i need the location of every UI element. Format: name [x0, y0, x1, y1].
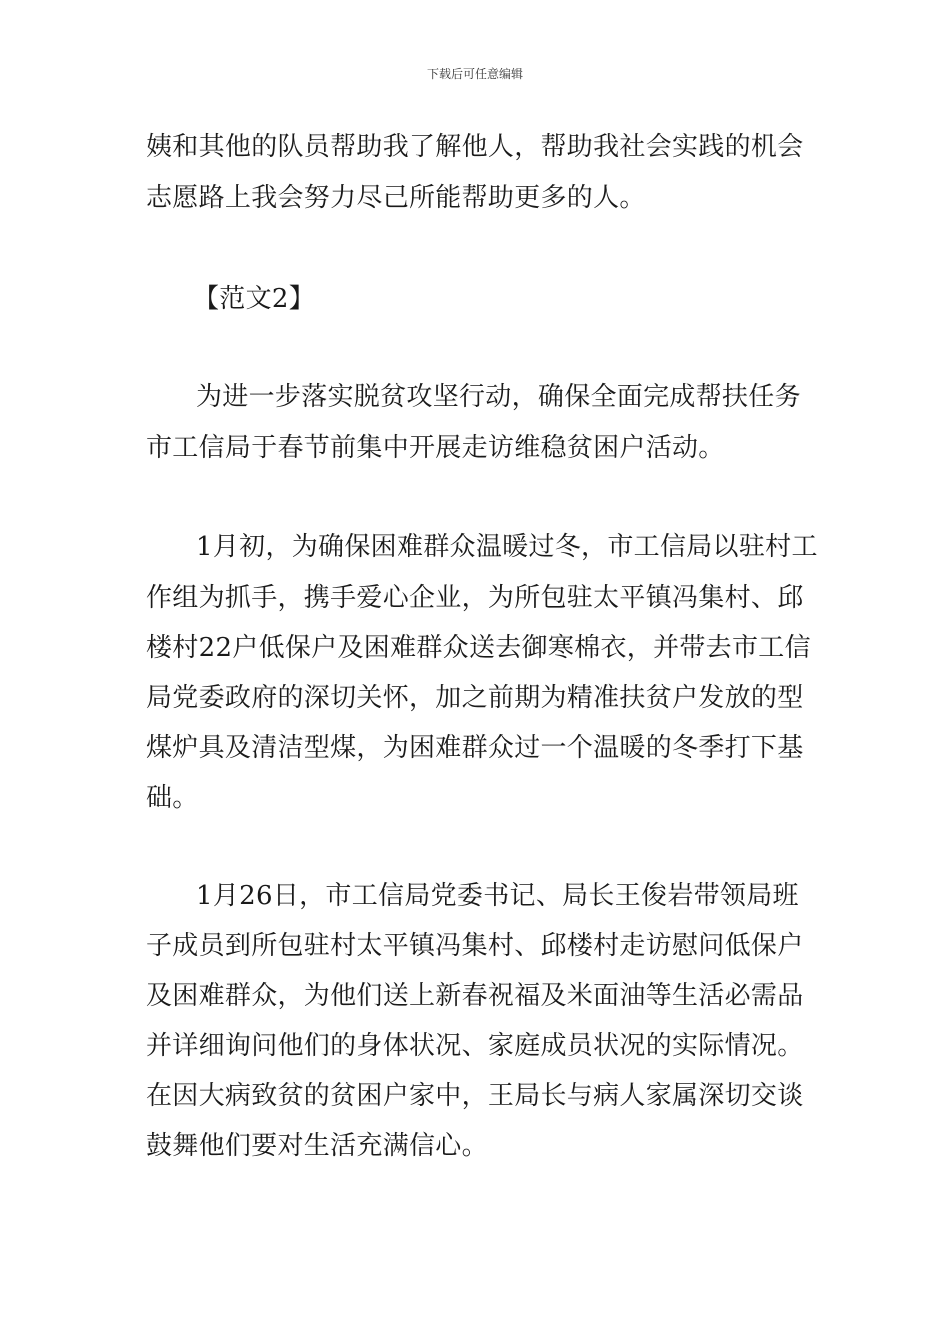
text-line: 作组为抓手，携手爱心企业，为所包驻太平镇冯集村、邱: [146, 583, 804, 613]
text-line: 并详细询问他们的身体状况、家庭成员状况的实际情况。: [146, 1031, 804, 1061]
text-line: 子成员到所包驻村太平镇冯集村、邱楼村走访慰问低保户: [146, 931, 804, 961]
text-line: 煤炉具及清洁型煤，为困难群众过一个温暖的冬季打下基: [146, 733, 804, 763]
section-heading: 【范文2】: [193, 284, 316, 314]
text-line: 在因大病致贫的贫困户家中，王局长与病人家属深切交谈: [146, 1081, 804, 1111]
text-line: 市工信局于春节前集中开展走访维稳贫困户活动。: [146, 433, 725, 463]
text-line: 楼村22户低保户及困难群众送去御寒棉衣，并带去市工信: [146, 633, 811, 663]
text-line: 鼓舞他们要对生活充满信心。: [146, 1131, 488, 1161]
page-header: 下载后可任意编辑: [426, 67, 523, 81]
text-line: 1月26日，市工信局党委书记、局长王俊岩带领局班: [196, 881, 799, 911]
text-line: 姨和其他的队员帮助我了解他人，帮助我社会实践的机会: [146, 132, 804, 162]
text-line: 1月初，为确保困难群众温暖过冬，市工信局以驻村工: [196, 532, 818, 562]
text-line: 为进一步落实脱贫攻坚行动，确保全面完成帮扶任务: [196, 382, 801, 412]
text-line: 局党委政府的深切关怀，加之前期为精准扶贫户发放的型: [146, 683, 804, 713]
text-line: 础。: [146, 783, 199, 813]
text-line: 志愿路上我会努力尽己所能帮助更多的人。: [146, 183, 646, 213]
text-line: 及困难群众，为他们送上新春祝福及米面油等生活必需品: [146, 981, 804, 1011]
